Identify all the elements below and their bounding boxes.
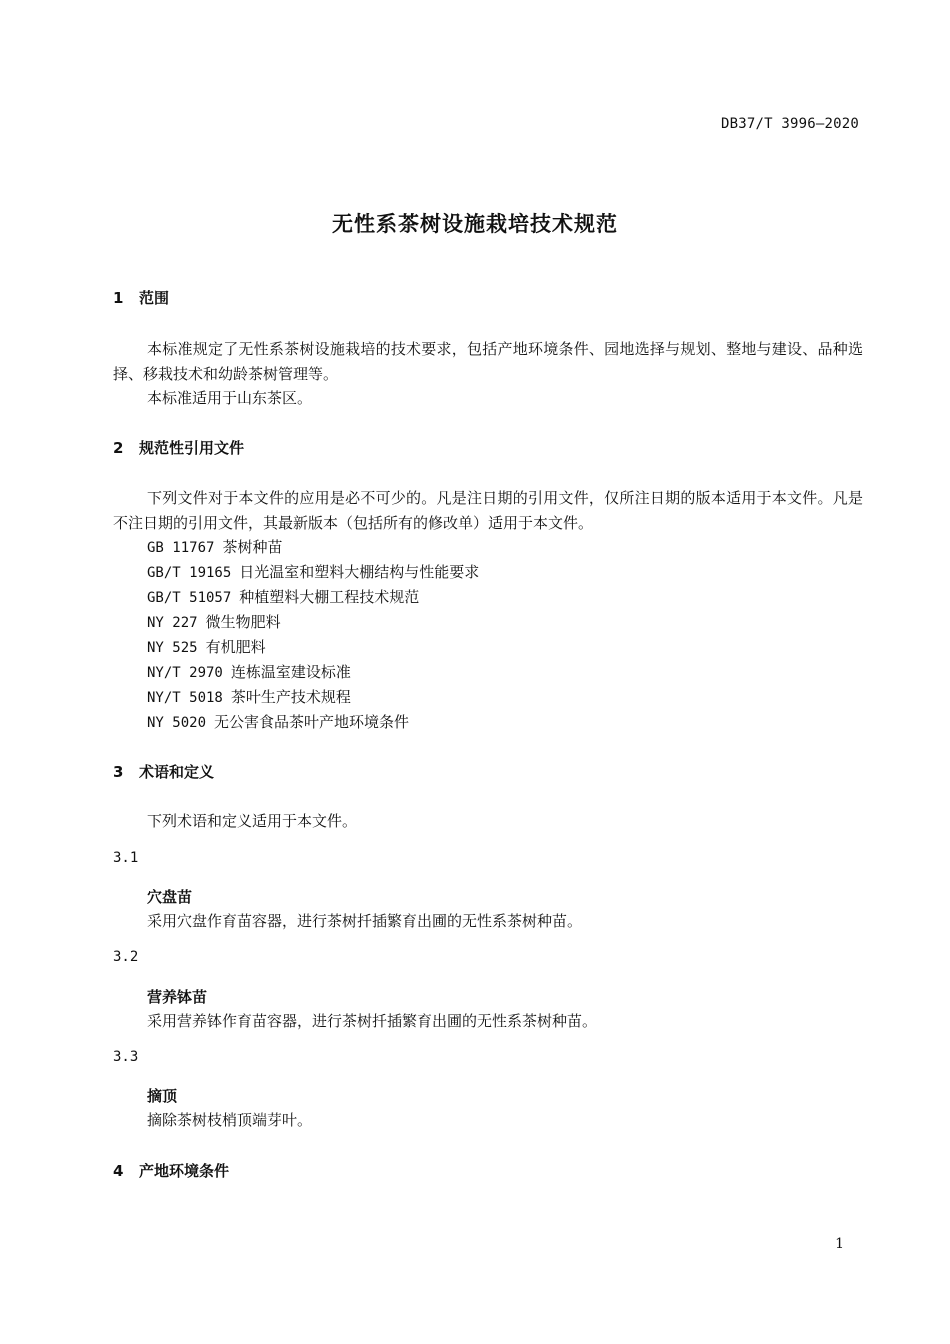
document-title: 无性系茶树设施栽培技术规范 xyxy=(332,212,618,236)
reference-item xyxy=(147,560,479,586)
page-number: 1 xyxy=(835,1236,844,1252)
section-title: 术语和定义 xyxy=(139,763,215,781)
term-name: 营养钵苗 xyxy=(147,988,208,1006)
reference-item xyxy=(147,535,282,561)
reference-code: NY/T 2970 xyxy=(147,665,223,681)
scope-applicability: 本标准适用于山东茶区。 xyxy=(147,389,313,407)
reference-code: NY 227 xyxy=(147,615,198,631)
term-definition: 采用营养钵作育苗容器，进行茶树扦插繁育出圃的无性系茶树种苗。 xyxy=(147,1012,598,1030)
term-definition: 摘除茶树枝梢顶端芽叶。 xyxy=(147,1111,313,1129)
reference-code: NY 5020 xyxy=(147,715,207,731)
reference-item xyxy=(147,710,409,736)
term-name: 摘顶 xyxy=(147,1087,178,1105)
reference-code: NY/T 5018 xyxy=(147,690,223,706)
reference-title: 茶叶生产技术规程 xyxy=(230,688,351,706)
reference-title: 日光温室和塑料大棚结构与性能要求 xyxy=(239,563,480,581)
reference-item xyxy=(147,610,281,636)
section-number: 1 xyxy=(113,289,124,307)
document-code: DB37/T 3996—2020 xyxy=(720,116,859,132)
reference-code: GB/T 51057 xyxy=(147,590,232,606)
term-number: 3.1 xyxy=(113,850,139,866)
reference-title: 微生物肥料 xyxy=(205,613,281,631)
term-definition: 采用穴盘作育苗容器，进行茶树扦插繁育出圃的无性系茶树种苗。 xyxy=(147,912,583,930)
reference-item xyxy=(147,660,351,686)
term-name: 穴盘苗 xyxy=(147,888,193,906)
reference-title: 无公害食品茶叶产地环境条件 xyxy=(214,713,410,731)
reference-code: GB 11767 xyxy=(147,540,215,556)
section-heading-1 xyxy=(113,287,169,308)
section-heading-4 xyxy=(113,1160,229,1181)
section-title: 范围 xyxy=(139,289,170,307)
section-title: 规范性引用文件 xyxy=(139,439,245,457)
reference-item xyxy=(147,635,266,661)
reference-title: 连栋温室建设标准 xyxy=(230,663,351,681)
reference-title: 茶树种苗 xyxy=(222,538,283,556)
references-intro: 下列文件对于本文件的应用是必不可少的。凡是注日期的引用文件，仅所注日期的版本适用于本文件。凡是不注日期的引用文件，其最新版本（包括所有的修改单）适用于本文件。 xyxy=(113,489,863,532)
section-number: 2 xyxy=(113,439,124,457)
scope-paragraph: 本标准规定了无性系茶树设施栽培的技术要求，包括产地环境条件、园地选择与规划、整地与建设、品种选择、移栽技术和幼龄茶树管理等。 xyxy=(113,340,863,383)
section-heading-3 xyxy=(113,761,214,782)
reference-title: 种植塑料大棚工程技术规范 xyxy=(239,588,420,606)
reference-title: 有机肥料 xyxy=(205,638,266,656)
reference-item xyxy=(147,585,419,611)
section-title: 产地环境条件 xyxy=(139,1162,230,1180)
section-number: 3 xyxy=(113,763,124,781)
reference-code: NY 525 xyxy=(147,640,198,656)
section-number: 4 xyxy=(113,1162,124,1180)
section-heading-2 xyxy=(113,437,244,458)
term-number: 3.3 xyxy=(113,1049,139,1065)
terms-intro: 下列术语和定义适用于本文件。 xyxy=(147,812,358,830)
reference-code: GB/T 19165 xyxy=(147,565,232,581)
term-number: 3.2 xyxy=(113,949,139,965)
reference-item xyxy=(147,685,351,711)
